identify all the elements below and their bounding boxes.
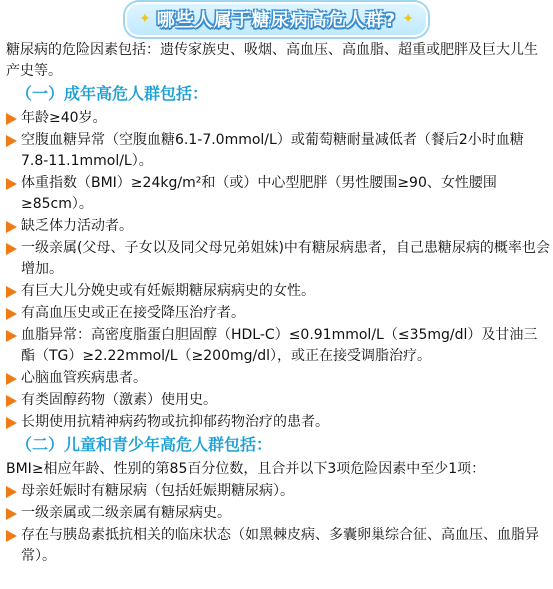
list-item <box>6 503 550 524</box>
section-heading-youth: （二）儿童和青少年高危人群包括： <box>16 437 273 454</box>
sparkle-icon: ✦ <box>139 11 151 27</box>
list-item <box>6 281 550 302</box>
article-body <box>6 40 550 568</box>
triangle-bullet-icon <box>6 412 21 433</box>
section-heading-adults: （一）成年高危人群包括： <box>16 86 209 103</box>
list-item-text: 空腹血糖异常（空腹血糖6.1-7.0mmol/L）或葡萄糖耐量减低者（餐后2小时血糖7.8-11.1mmol/L）。 <box>21 132 524 169</box>
list-item-text: 年龄≥40岁。 <box>21 110 107 126</box>
triangle-bullet-icon <box>6 216 21 237</box>
youth-intro-paragraph: BMI≥相应年龄、性别的第85百分位数，且合并以下3项危险因素中至少1项： <box>6 461 486 477</box>
list-item <box>6 481 550 502</box>
list-item <box>6 238 550 280</box>
list-item <box>6 525 550 567</box>
list-item-text: 缺乏体力活动者。 <box>21 218 133 234</box>
list-item <box>6 325 550 367</box>
triangle-bullet-icon <box>6 325 21 346</box>
list-item-text: 一级亲属(父母、子女以及同父母兄弟姐妹)中有糖尿病患者，自己患糖尿病的概率也会增加。 <box>21 240 550 277</box>
triangle-bullet-icon <box>6 390 21 411</box>
list-item <box>6 130 550 172</box>
intro-paragraph: 糖尿病的危险因素包括：遗传家族史、吸烟、高血压、高血脂、超重或肥胖及巨大儿生产史等。 <box>6 42 538 79</box>
list-item-text: 一级亲属或二级亲属有糖尿病史。 <box>21 505 231 521</box>
list-item-text: 心脑血管疾病患者。 <box>21 370 147 386</box>
list-item-text: 存在与胰岛素抵抗相关的临床状态（如黑棘皮病、多囊卵巢综合征、高血压、血脂异常）。 <box>21 527 539 564</box>
youth-risk-list <box>6 481 550 567</box>
triangle-bullet-icon <box>6 108 21 129</box>
list-item <box>6 390 550 411</box>
list-item-text: 长期使用抗精神病药物或抗抑郁药物治疗的患者。 <box>21 414 329 430</box>
title-banner <box>0 0 553 38</box>
list-item <box>6 216 550 237</box>
list-item-text: 有高血压史或正在接受降压治疗者。 <box>21 305 245 321</box>
list-item <box>6 303 550 324</box>
triangle-bullet-icon <box>6 173 21 194</box>
triangle-bullet-icon <box>6 503 21 524</box>
triangle-bullet-icon <box>6 130 21 151</box>
list-item-text: 体重指数（BMI）≥24kg/m²和（或）中心型肥胖（男性腰围≥90、女性腰围≥85cm）。 <box>21 175 497 212</box>
list-item-text: 血脂异常：高密度脂蛋白胆固醇（HDL-C）≤0.91mmol/L（≤35mg/dl）及甘油三酯（TG）≥2.22mmol/L（≥200mg/dl），或正在接受调脂治疗。 <box>21 327 538 364</box>
list-item-text: 有类固醇药物（激素）使用史。 <box>21 392 217 408</box>
triangle-bullet-icon <box>6 525 21 546</box>
triangle-bullet-icon <box>6 238 21 259</box>
triangle-bullet-icon <box>6 281 21 302</box>
list-item <box>6 368 550 389</box>
triangle-bullet-icon <box>6 303 21 324</box>
list-item <box>6 108 550 129</box>
adult-risk-list <box>6 108 550 433</box>
triangle-bullet-icon <box>6 368 21 389</box>
page-title: 哪些人属于糖尿病高危人群? <box>156 10 397 31</box>
list-item <box>6 412 550 433</box>
title-banner-box <box>125 2 428 37</box>
list-item <box>6 173 550 215</box>
sparkle-icon: ✦ <box>402 11 414 27</box>
triangle-bullet-icon <box>6 481 21 502</box>
list-item-text: 有巨大儿分娩史或有妊娠期糖尿病病史的女性。 <box>21 283 315 299</box>
list-item-text: 母亲妊娠时有糖尿病（包括妊娠期糖尿病）。 <box>21 483 294 499</box>
